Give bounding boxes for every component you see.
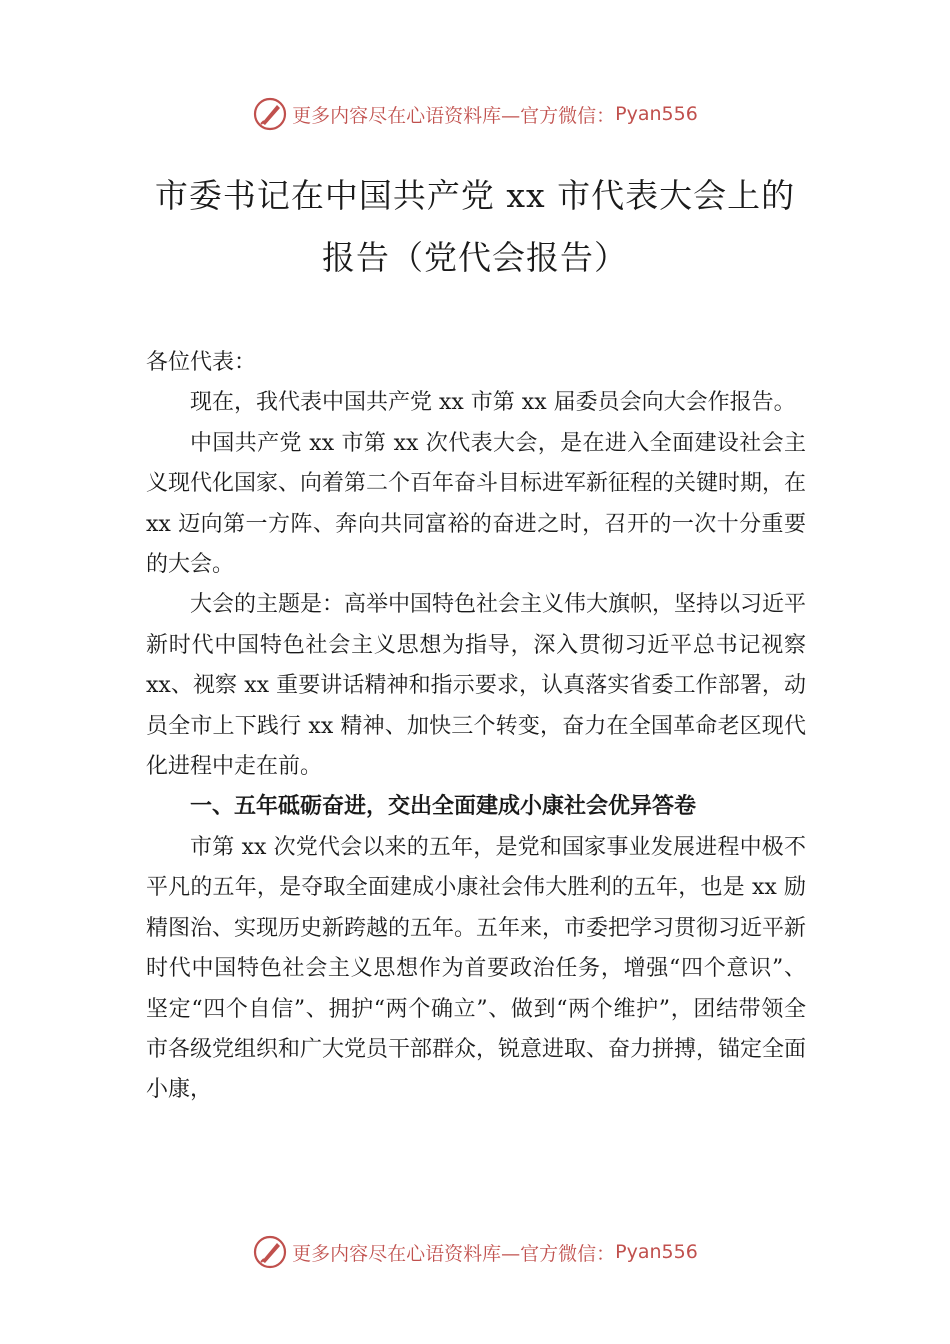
paragraph: 中国共产党 xx 市第 xx 次代表大会，是在进入全面建设社会主义现代化国家、向着第二个百年奋斗目标进军新征程的关键时期，在 xx 迈向第一方阵、奔向共同富裕的奋进之时，召开的一次十分重要的大会。 [146, 430, 807, 578]
document-body [146, 343, 806, 1111]
watermark-text: 更多内容尽在心语资料库—官方微信： [292, 1242, 616, 1265]
document-title [100, 165, 850, 289]
watermark-text: 更多内容尽在心语资料库—官方微信： [292, 104, 616, 127]
salutation: 各位代表： [146, 350, 257, 375]
watermark-handle: Pyan556 [615, 103, 698, 125]
footer-watermark [0, 1232, 950, 1272]
paragraph: 市第 xx 次党代会以来的五年，是党和国家事业发展进程中极不平凡的五年，是夺取全面建成小康社会伟大胜利的五年，也是 xx 励精图治、实现历史新跨越的五年。五年来，市委把学习贯彻习近平新时代中国特色社会主义思想作为首要政治任务，增强“四个意识”、坚定“四个自信”、拥护“两个确立”、做到“两个维护”，团结带领全市各级党组织和广大党员干部群众，锐意进取、奋力拼搏，锚定全面小康， [146, 834, 807, 1103]
section-heading: 一、五年砥砺奋进，交出全面建成小康社会优异答卷 [190, 794, 697, 820]
watermark-handle: Pyan556 [615, 1241, 698, 1263]
quill-pen-logo-icon [252, 96, 288, 132]
quill-pen-logo-icon [252, 1234, 288, 1270]
paragraph: 现在，我代表中国共产党 xx 市第 xx 届委员会向大会作报告。 [190, 390, 796, 416]
title-line-1: 市委书记在中国共产党 xx 市代表大会上的 [154, 176, 796, 215]
paragraph: 大会的主题是：高举中国特色社会主义伟大旗帜，坚持以习近平新时代中国特色社会主义思想为指导，深入贯彻习近平总书记视察 xx、视察 xx 重要讲话精神和指示要求，认真落实省委工作部署，动员全市上下践行 xx 精神、加快三个转变，奋力在全国革命老区现代化进程中走在前。 [146, 592, 807, 780]
title-line-2: 报告（党代会报告） [322, 238, 628, 277]
header-watermark [0, 94, 950, 134]
